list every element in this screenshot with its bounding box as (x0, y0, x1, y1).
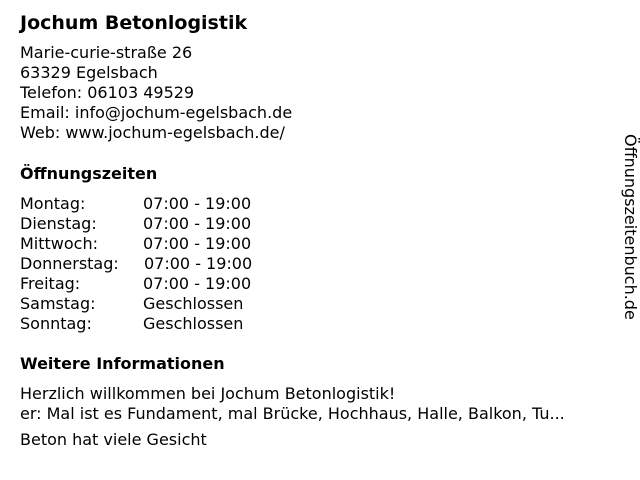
time-value: Geschlossen (143, 294, 244, 313)
day-label: Freitag: (20, 274, 81, 293)
day-label: Mittwoch: (20, 234, 98, 253)
time-value: Geschlossen (143, 314, 244, 333)
time-value: 07:00 - 19:00 (143, 234, 252, 253)
info-line-welcome: Herzlich willkommen bei Jochum Betonlogistik! (20, 384, 396, 403)
day-label: Dienstag: (20, 214, 97, 233)
time-value: 07:00 - 19:00 (144, 254, 253, 273)
business-address-block (20, 43, 292, 143)
email-address: Email: info@jochum-egelsbach.de (20, 103, 293, 122)
site-brand-label: Öffnungszeitenbuch.de (621, 134, 640, 320)
info-line-description: er: Mal ist es Fundament, mal Brücke, Hochhaus, Halle, Balkon, Tu... (20, 404, 565, 423)
time-value: 07:00 - 19:00 (143, 274, 252, 293)
website: Web: www.jochum-egelsbach.de/ (20, 123, 285, 142)
business-name: Jochum Betonlogistik (20, 12, 248, 34)
more-info-text (20, 384, 620, 450)
day-label: Samstag: (20, 294, 96, 313)
info-line-continuation: Beton hat viele Gesicht (20, 430, 207, 449)
street-address: Marie-curie-straße 26 (20, 43, 193, 62)
day-label: Donnerstag: (20, 254, 119, 273)
day-label: Sonntag: (20, 314, 92, 333)
more-info-heading: Weitere Informationen (20, 354, 225, 373)
phone-number: Telefon: 06103 49529 (20, 83, 195, 102)
postal-city: 63329 Egelsbach (20, 63, 158, 82)
time-value: 07:00 - 19:00 (143, 194, 252, 213)
opening-hours-heading: Öffnungszeiten (20, 164, 158, 183)
time-value: 07:00 - 19:00 (143, 214, 252, 233)
day-label: Montag: (20, 194, 86, 213)
